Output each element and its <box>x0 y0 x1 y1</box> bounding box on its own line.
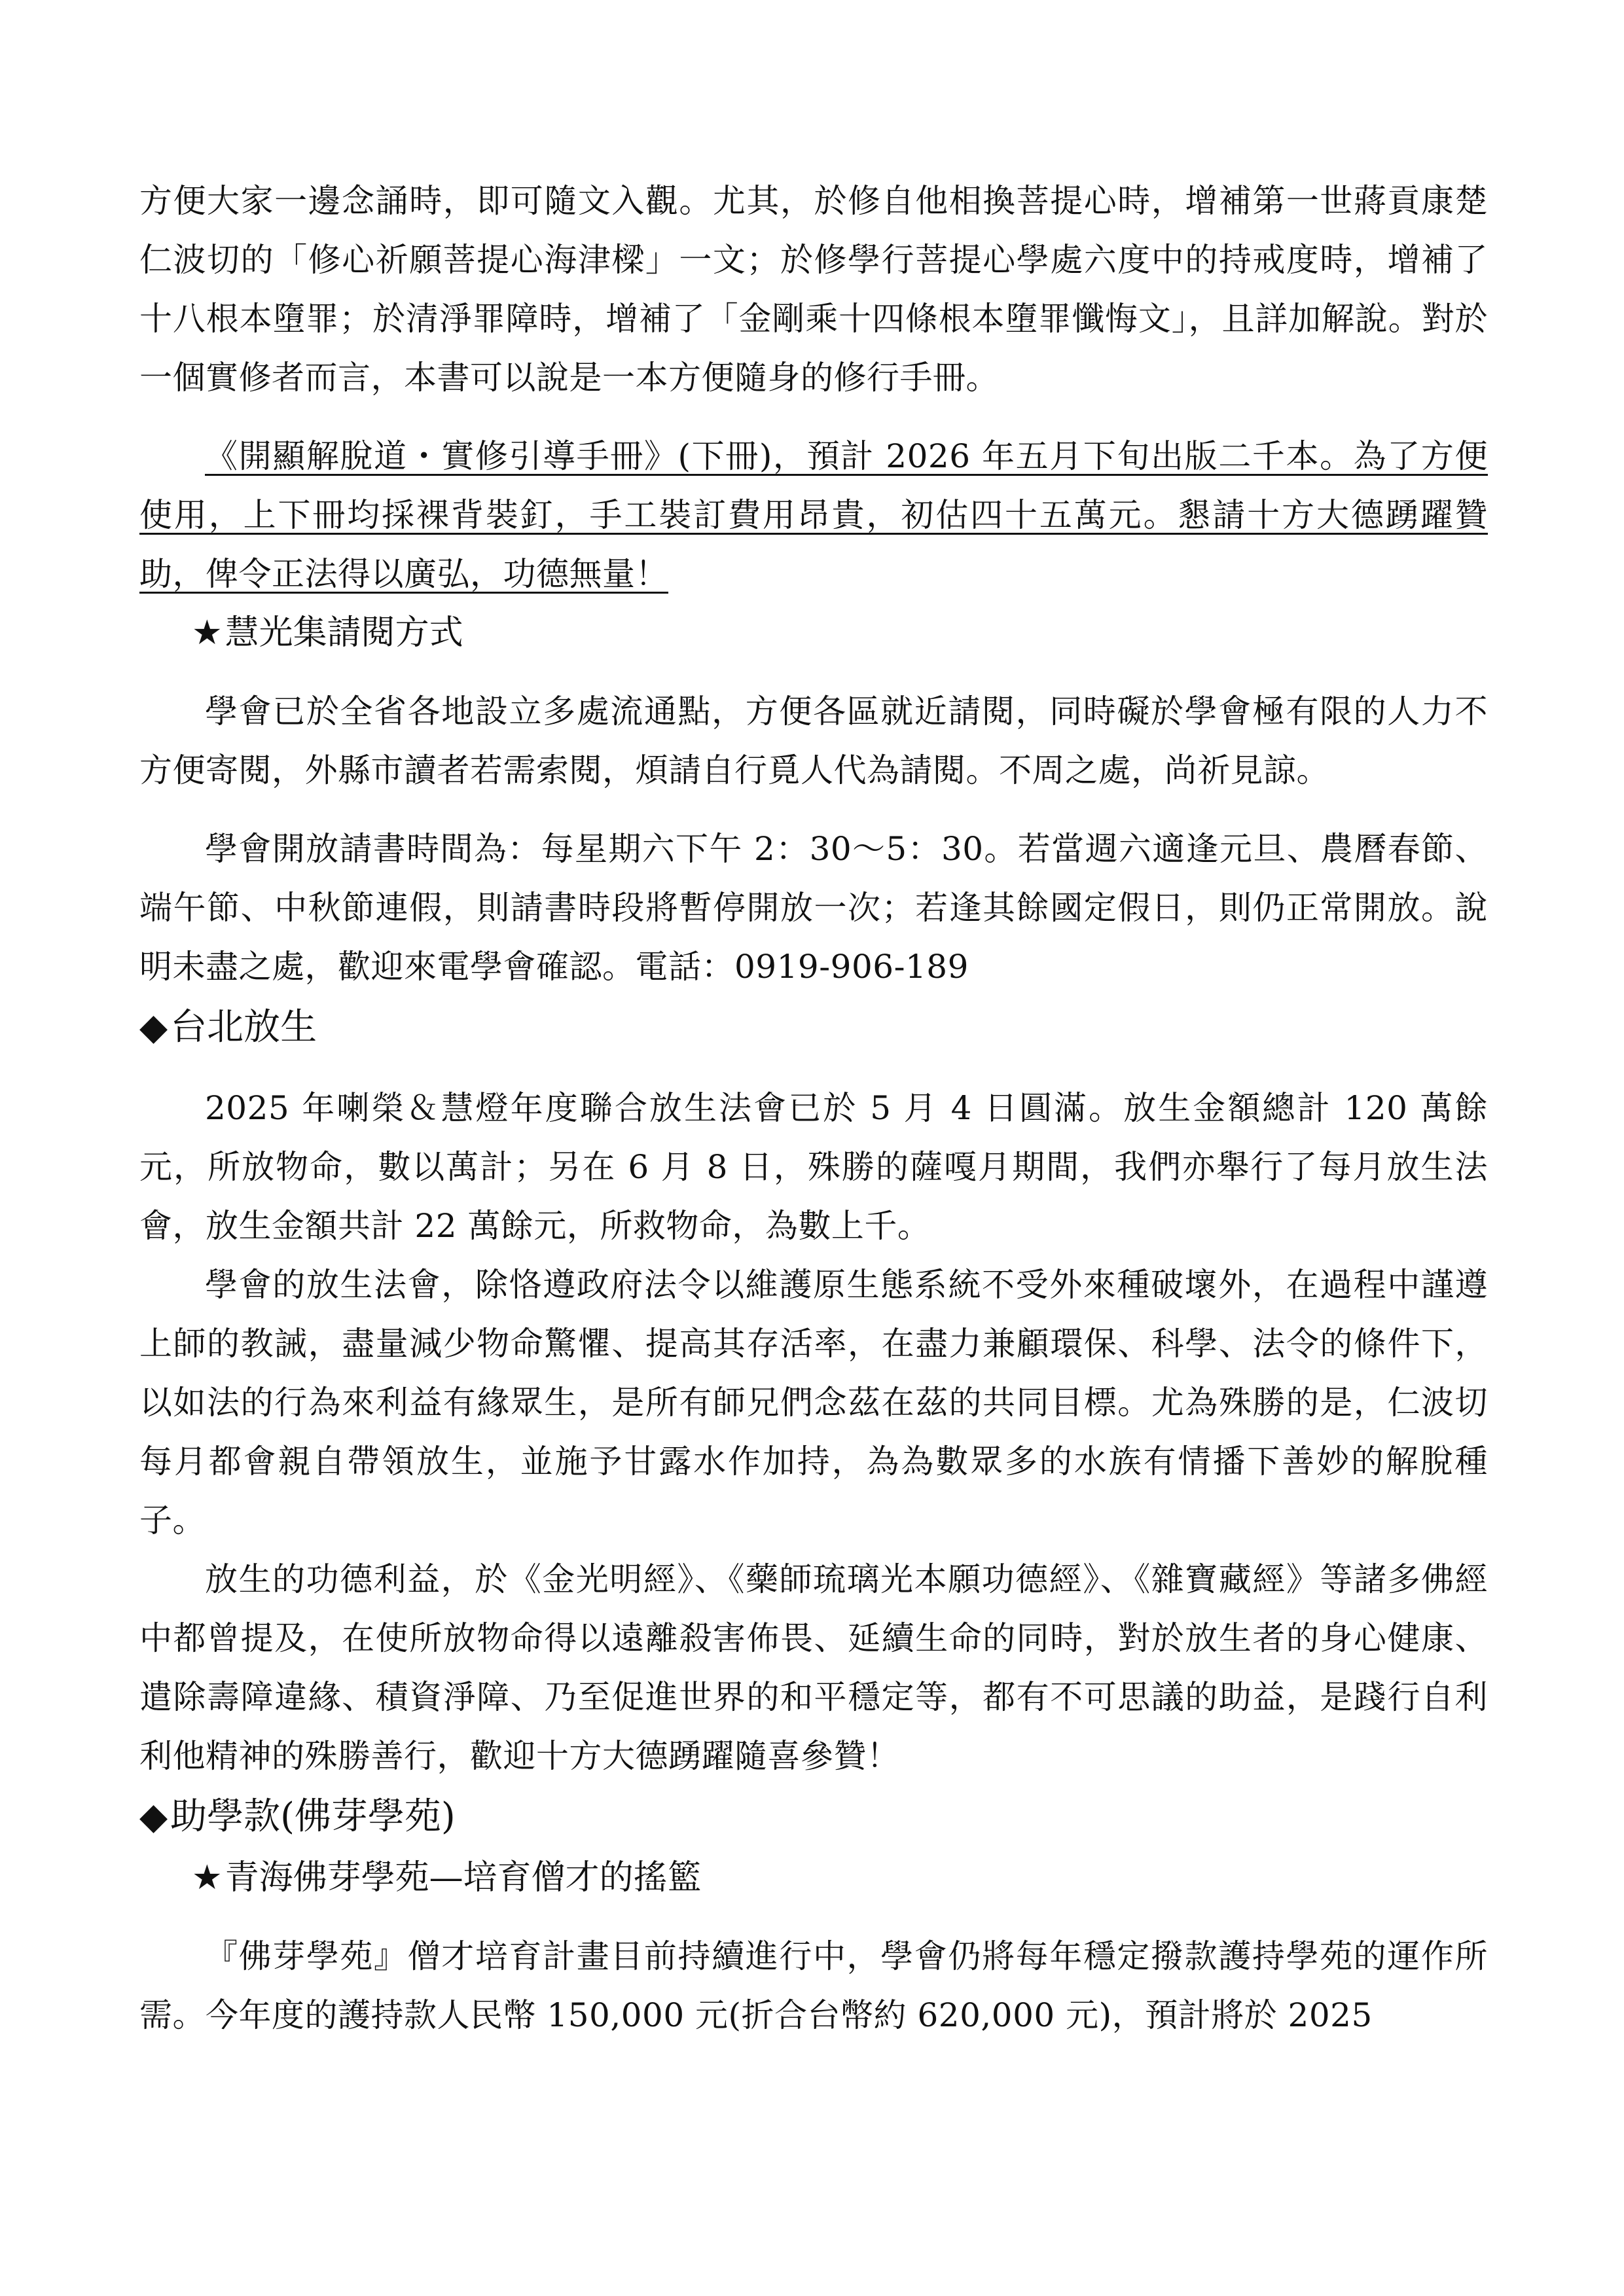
subheading-book-request <box>139 603 1488 662</box>
paragraph-book-funding <box>139 427 1488 603</box>
section-heading-taipei-release <box>139 996 1488 1059</box>
star-icon: ★ <box>192 1858 223 1897</box>
underlined-funding-notice: 《開顯解脫道・實修引導手冊》(下冊)，預計 2026 年五月下旬出版二千本。為了方便使用，上下冊均採裸背裝釘，手工裝訂費用昂貴，初估四十五萬元。懇請十方大德踴躍贊助，俾令正法得以廣弘，功德無量！ <box>139 437 1488 593</box>
section-heading-scholarship-title: 助學款(佛芽學苑) <box>170 1795 456 1838</box>
diamond-icon: ◆ <box>139 1795 168 1838</box>
page-body <box>139 171 1488 2045</box>
paragraph-opening-hours: 學會開放請書時間為：每星期六下午 2：30～5：30。若當週六適逢元旦、農曆春節、端午節、中秋節連假，則請書時段將暫停開放一次；若逢其餘國定假日，則仍正常開放。說明未盡之處，歡迎來電學會確認。電話：0919-906-189 <box>139 830 1488 986</box>
paragraph-academy-support: 『佛芽學苑』僧才培育計畫目前持續進行中，學會仍將每年穩定撥款護持學苑的運作所需。今年度的護持款人民幣 150,000 元(折合台幣約 620,000 元)，預計將於 2025 <box>139 1937 1488 2034</box>
subheading-book-request-title: 慧光集請閱方式 <box>225 613 463 653</box>
star-icon: ★ <box>192 613 223 653</box>
subheading-academy <box>139 1848 1488 1907</box>
paragraph-distribution-points: 學會已於全省各地設立多處流通點，方便各區就近請閱，同時礙於學會極有限的人力不方便寄閱，外縣市讀者若需索閱，煩請自行覓人代為請閱。不周之處，尚祈見諒。 <box>139 692 1488 789</box>
paragraph-release-principles: 學會的放生法會，除恪遵政府法令以維護原生態系統不受外來種破壞外，在過程中謹遵上師的教誡，盡量減少物命驚懼、提高其存活率，在盡力兼顧環保、科學、法令的條件下，以如法的行為來利益有緣眾生，是所有師兄們念茲在茲的共同目標。尤為殊勝的是，仁波切每月都會親自帶領放生，並施予甘露水作加持，為為數眾多的水族有情播下善妙的解脫種子。 <box>139 1266 1488 1539</box>
section-heading-scholarship <box>139 1785 1488 1848</box>
paragraph-release-merit: 放生的功德利益，於《金光明經》、《藥師琉璃光本願功德經》、《雜寶藏經》等諸多佛經中都曾提及，在使所放物命得以遠離殺害佈畏、延續生命的同時，對於放生者的身心健康、遣除壽障違緣、積資淨障、乃至促進世界的和平穩定等，都有不可思議的助益，是踐行自利利他精神的殊勝善行，歡迎十方大德踴躍隨喜參贊！ <box>139 1560 1488 1775</box>
subheading-academy-title: 青海佛芽學苑—培育僧才的搖籃 <box>225 1858 702 1897</box>
paragraph-release-results: 2025 年喇榮＆慧燈年度聯合放生法會已於 5 月 4 日圓滿。放生金額總計 120 萬餘元，所放物命，數以萬計；另在 6 月 8 日，殊勝的薩嘎月期間，我們亦舉行了每月放生法會，放生金額共計 22 萬餘元，所救物命，為數上千。 <box>139 1089 1488 1245</box>
paragraph-continuation: 方便大家一邊念誦時，即可隨文入觀。尤其，於修自他相換菩提心時，增補第一世蔣貢康楚仁波切的「修心祈願菩提心海津樑」一文；於修學行菩提心學處六度中的持戒度時，增補了十八根本墮罪；於清淨罪障時，增補了「金剛乘十四條根本墮罪懺悔文」，且詳加解說。對於一個實修者而言，本書可以說是一本方便隨身的修行手冊。 <box>139 182 1488 397</box>
section-heading-taipei-release-title: 台北放生 <box>170 1006 317 1049</box>
diamond-icon: ◆ <box>139 1006 168 1049</box>
